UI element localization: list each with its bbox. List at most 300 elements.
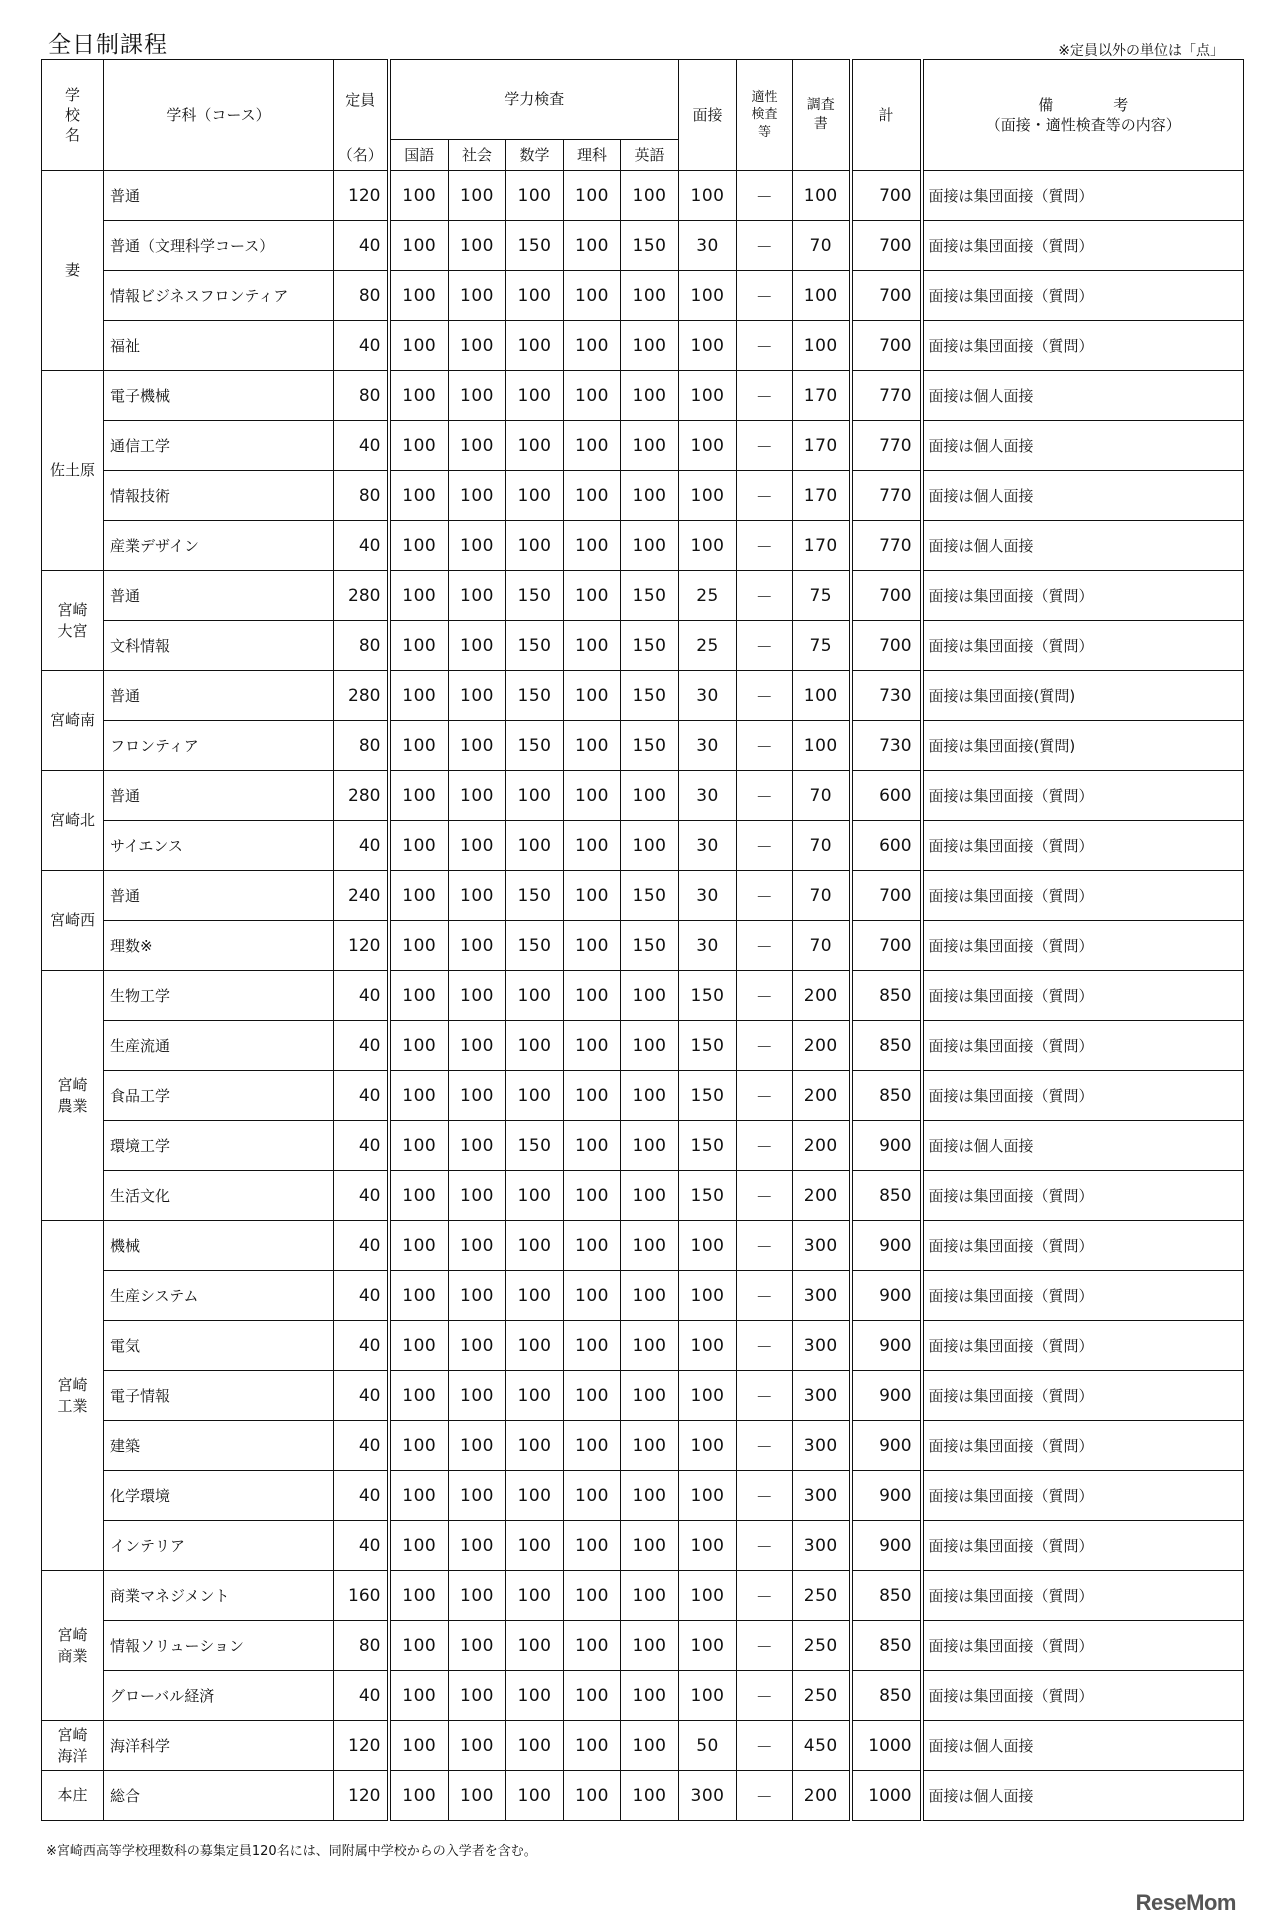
rika-cell: 100 <box>564 1621 621 1671</box>
sugaku-cell: 100 <box>506 1071 564 1121</box>
table-row <box>42 1071 1244 1121</box>
report-cell: 450 <box>793 1721 851 1771</box>
remark-cell: 面接は個人面接 <box>922 1721 1244 1771</box>
sugaku-cell: 100 <box>506 271 564 321</box>
report-cell: 70 <box>793 871 851 921</box>
sugaku-cell: 150 <box>506 1121 564 1171</box>
aptitude-cell: － <box>737 221 793 271</box>
capacity-cell: 40 <box>334 1271 389 1321</box>
department-cell: 情報ソリューション <box>104 1621 334 1671</box>
report-cell: 170 <box>793 521 851 571</box>
kokugo-cell: 100 <box>389 521 449 571</box>
report-cell: 70 <box>793 221 851 271</box>
department-cell: 電気 <box>104 1321 334 1371</box>
rika-cell: 100 <box>564 1421 621 1471</box>
report-cell: 200 <box>793 1771 851 1821</box>
shakai-cell: 100 <box>449 1771 506 1821</box>
school-name-cell: 宮崎 商業 <box>42 1571 104 1721</box>
sugaku-cell: 150 <box>506 871 564 921</box>
interview-cell: 100 <box>679 171 737 221</box>
interview-cell: 100 <box>679 1321 737 1371</box>
rika-cell: 100 <box>564 321 621 371</box>
interview-cell: 100 <box>679 1521 737 1571</box>
sugaku-cell: 100 <box>506 1421 564 1471</box>
eigo-cell: 100 <box>621 1721 679 1771</box>
table-row <box>42 1171 1244 1221</box>
capacity-cell: 280 <box>334 671 389 721</box>
shakai-cell: 100 <box>449 1521 506 1571</box>
shakai-cell: 100 <box>449 221 506 271</box>
eigo-cell: 100 <box>621 1421 679 1471</box>
remark-cell: 面接は集団面接（質問） <box>922 1421 1244 1471</box>
capacity-cell: 40 <box>334 1121 389 1171</box>
eigo-cell: 150 <box>621 921 679 971</box>
page-title: 全日制課程 <box>48 32 168 58</box>
capacity-cell: 40 <box>334 521 389 571</box>
capacity-cell: 40 <box>334 1521 389 1571</box>
total-cell: 1000 <box>851 1771 922 1821</box>
interview-cell: 100 <box>679 371 737 421</box>
remark-cell: 面接は集団面接（質問） <box>922 1671 1244 1721</box>
table-row <box>42 521 1244 571</box>
department-cell: 情報ビジネスフロンティア <box>104 271 334 321</box>
report-cell: 200 <box>793 1171 851 1221</box>
total-cell: 900 <box>851 1371 922 1421</box>
total-cell: 730 <box>851 671 922 721</box>
interview-cell: 150 <box>679 1121 737 1171</box>
aptitude-cell: － <box>737 971 793 1021</box>
resemom-logo: ReseMom <box>1135 1890 1236 1915</box>
department-cell: サイエンス <box>104 821 334 871</box>
report-cell: 300 <box>793 1221 851 1271</box>
shakai-cell: 100 <box>449 271 506 321</box>
total-cell: 850 <box>851 1071 922 1121</box>
rika-cell: 100 <box>564 571 621 621</box>
report-cell: 100 <box>793 171 851 221</box>
eigo-cell: 100 <box>621 1471 679 1521</box>
kokugo-cell: 100 <box>389 1021 449 1071</box>
interview-cell: 100 <box>679 1671 737 1721</box>
remark-cell: 面接は集団面接（質問） <box>922 1271 1244 1321</box>
eigo-cell: 100 <box>621 471 679 521</box>
kokugo-cell: 100 <box>389 321 449 371</box>
total-cell: 900 <box>851 1121 922 1171</box>
report-cell: 250 <box>793 1621 851 1671</box>
school-name-cell: 本庄 <box>42 1771 104 1821</box>
total-cell: 900 <box>851 1421 922 1471</box>
shakai-cell: 100 <box>449 371 506 421</box>
eigo-cell: 100 <box>621 171 679 221</box>
report-cell: 100 <box>793 271 851 321</box>
report-cell: 300 <box>793 1471 851 1521</box>
total-cell: 900 <box>851 1221 922 1271</box>
capacity-cell: 40 <box>334 1471 389 1521</box>
eigo-cell: 150 <box>621 621 679 671</box>
capacity-cell: 40 <box>334 1321 389 1371</box>
sugaku-cell: 100 <box>506 1321 564 1371</box>
report-cell: 75 <box>793 621 851 671</box>
table-row <box>42 371 1244 421</box>
interview-cell: 100 <box>679 1571 737 1621</box>
department-cell: 総合 <box>104 1771 334 1821</box>
shakai-cell: 100 <box>449 521 506 571</box>
sugaku-cell: 100 <box>506 1371 564 1421</box>
interview-cell: 25 <box>679 571 737 621</box>
report-cell: 70 <box>793 921 851 971</box>
total-cell: 900 <box>851 1471 922 1521</box>
header-subject-rika: 理科 <box>564 140 621 171</box>
unit-note: ※定員以外の単位は「点」 <box>1058 43 1224 59</box>
school-name-cell: 宮崎北 <box>42 771 104 871</box>
report-cell: 300 <box>793 1371 851 1421</box>
sugaku-cell: 100 <box>506 521 564 571</box>
report-cell: 70 <box>793 771 851 821</box>
eigo-cell: 100 <box>621 1271 679 1321</box>
kokugo-cell: 100 <box>389 921 449 971</box>
interview-cell: 100 <box>679 1421 737 1471</box>
aptitude-cell: － <box>737 1521 793 1571</box>
interview-cell: 30 <box>679 221 737 271</box>
eigo-cell: 100 <box>621 771 679 821</box>
capacity-cell: 280 <box>334 571 389 621</box>
total-cell: 850 <box>851 971 922 1021</box>
shakai-cell: 100 <box>449 1071 506 1121</box>
department-cell: 文科情報 <box>104 621 334 671</box>
department-cell: 産業デザイン <box>104 521 334 571</box>
aptitude-cell: － <box>737 471 793 521</box>
aptitude-cell: － <box>737 921 793 971</box>
header-report: 調査 書 <box>793 60 851 171</box>
kokugo-cell: 100 <box>389 1321 449 1371</box>
eigo-cell: 100 <box>621 521 679 571</box>
kokugo-cell: 100 <box>389 871 449 921</box>
eigo-cell: 100 <box>621 821 679 871</box>
aptitude-cell: － <box>737 1071 793 1121</box>
capacity-cell: 40 <box>334 1371 389 1421</box>
aptitude-cell: － <box>737 721 793 771</box>
department-cell: 生産システム <box>104 1271 334 1321</box>
remark-cell: 面接は個人面接 <box>922 371 1244 421</box>
capacity-cell: 40 <box>334 221 389 271</box>
sugaku-cell: 100 <box>506 1671 564 1721</box>
capacity-cell: 80 <box>334 1621 389 1671</box>
eigo-cell: 100 <box>621 1621 679 1671</box>
table-row <box>42 471 1244 521</box>
capacity-cell: 40 <box>334 821 389 871</box>
department-cell: 普通 <box>104 771 334 821</box>
school-name-cell: 妻 <box>42 171 104 371</box>
interview-cell: 30 <box>679 671 737 721</box>
sugaku-cell: 100 <box>506 171 564 221</box>
table-row <box>42 921 1244 971</box>
rika-cell: 100 <box>564 271 621 321</box>
capacity-cell: 120 <box>334 921 389 971</box>
eigo-cell: 100 <box>621 1121 679 1171</box>
header-interview: 面接 <box>679 60 737 171</box>
aptitude-cell: － <box>737 571 793 621</box>
school-name-cell: 宮崎 大宮 <box>42 571 104 671</box>
eigo-cell: 100 <box>621 1371 679 1421</box>
department-cell: 普通 <box>104 871 334 921</box>
department-cell: 海洋科学 <box>104 1721 334 1771</box>
department-cell: 機械 <box>104 1221 334 1271</box>
aptitude-cell: － <box>737 1021 793 1071</box>
rika-cell: 100 <box>564 1071 621 1121</box>
total-cell: 850 <box>851 1671 922 1721</box>
school-name-cell: 宮崎 海洋 <box>42 1721 104 1771</box>
remark-cell: 面接は個人面接 <box>922 521 1244 571</box>
department-cell: 理数※ <box>104 921 334 971</box>
report-cell: 100 <box>793 671 851 721</box>
kokugo-cell: 100 <box>389 371 449 421</box>
sugaku-cell: 100 <box>506 1021 564 1071</box>
shakai-cell: 100 <box>449 321 506 371</box>
aptitude-cell: － <box>737 1721 793 1771</box>
department-cell: 普通 <box>104 171 334 221</box>
total-cell: 700 <box>851 271 922 321</box>
capacity-cell: 80 <box>334 621 389 671</box>
rika-cell: 100 <box>564 1371 621 1421</box>
eigo-cell: 100 <box>621 1771 679 1821</box>
kokugo-cell: 100 <box>389 721 449 771</box>
table-row <box>42 221 1244 271</box>
aptitude-cell: － <box>737 271 793 321</box>
table-row <box>42 1721 1244 1771</box>
capacity-cell: 80 <box>334 371 389 421</box>
table-row <box>42 671 1244 721</box>
department-cell: 建築 <box>104 1421 334 1471</box>
rika-cell: 100 <box>564 921 621 971</box>
rika-cell: 100 <box>564 171 621 221</box>
kokugo-cell: 100 <box>389 1121 449 1171</box>
table-row <box>42 1771 1244 1821</box>
aptitude-cell: － <box>737 1471 793 1521</box>
eigo-cell: 100 <box>621 1521 679 1571</box>
kokugo-cell: 100 <box>389 1721 449 1771</box>
sugaku-cell: 100 <box>506 1471 564 1521</box>
sugaku-cell: 100 <box>506 821 564 871</box>
remark-cell: 面接は集団面接（質問） <box>922 271 1244 321</box>
table-row <box>42 321 1244 371</box>
remark-cell: 面接は集団面接（質問） <box>922 921 1244 971</box>
remark-cell: 面接は集団面接（質問） <box>922 1321 1244 1371</box>
eigo-cell: 100 <box>621 1571 679 1621</box>
remark-cell: 面接は集団面接（質問） <box>922 1621 1244 1671</box>
admission-score-table <box>41 59 1244 1821</box>
table-row <box>42 1271 1244 1321</box>
department-cell: 福祉 <box>104 321 334 371</box>
shakai-cell: 100 <box>449 871 506 921</box>
aptitude-cell: － <box>737 321 793 371</box>
aptitude-cell: － <box>737 1621 793 1671</box>
eigo-cell: 100 <box>621 1171 679 1221</box>
total-cell: 850 <box>851 1171 922 1221</box>
header-subject-shakai: 社会 <box>449 140 506 171</box>
interview-cell: 30 <box>679 771 737 821</box>
eigo-cell: 150 <box>621 571 679 621</box>
rika-cell: 100 <box>564 1471 621 1521</box>
aptitude-cell: － <box>737 821 793 871</box>
shakai-cell: 100 <box>449 971 506 1021</box>
department-cell: 商業マネジメント <box>104 1571 334 1621</box>
school-name-cell: 宮崎 農業 <box>42 971 104 1221</box>
table-row <box>42 171 1244 221</box>
remark-cell: 面接は集団面接（質問） <box>922 1471 1244 1521</box>
report-cell: 100 <box>793 721 851 771</box>
total-cell: 770 <box>851 371 922 421</box>
capacity-cell: 40 <box>334 1421 389 1471</box>
interview-cell: 150 <box>679 1021 737 1071</box>
department-cell: グローバル経済 <box>104 1671 334 1721</box>
remark-cell: 面接は集団面接（質問） <box>922 1171 1244 1221</box>
sugaku-cell: 100 <box>506 471 564 521</box>
shakai-cell: 100 <box>449 1471 506 1521</box>
total-cell: 600 <box>851 771 922 821</box>
report-cell: 170 <box>793 421 851 471</box>
interview-cell: 100 <box>679 1471 737 1521</box>
table-row <box>42 1621 1244 1671</box>
total-cell: 900 <box>851 1321 922 1371</box>
header-subject-kokugo: 国語 <box>389 140 449 171</box>
interview-cell: 25 <box>679 621 737 671</box>
shakai-cell: 100 <box>449 421 506 471</box>
sugaku-cell: 150 <box>506 921 564 971</box>
remark-cell: 面接は集団面接（質問） <box>922 221 1244 271</box>
total-cell: 700 <box>851 571 922 621</box>
total-cell: 700 <box>851 621 922 671</box>
total-cell: 850 <box>851 1021 922 1071</box>
interview-cell: 100 <box>679 321 737 371</box>
capacity-cell: 40 <box>334 1221 389 1271</box>
sugaku-cell: 150 <box>506 671 564 721</box>
sugaku-cell: 150 <box>506 571 564 621</box>
table-row <box>42 971 1244 1021</box>
shakai-cell: 100 <box>449 621 506 671</box>
header-department: 学科（コース） <box>104 60 334 171</box>
kokugo-cell: 100 <box>389 1271 449 1321</box>
department-cell: 普通（文理科学コース） <box>104 221 334 271</box>
aptitude-cell: － <box>737 371 793 421</box>
rika-cell: 100 <box>564 1771 621 1821</box>
kokugo-cell: 100 <box>389 1171 449 1221</box>
capacity-cell: 80 <box>334 271 389 321</box>
kokugo-cell: 100 <box>389 771 449 821</box>
interview-cell: 150 <box>679 1071 737 1121</box>
kokugo-cell: 100 <box>389 971 449 1021</box>
sugaku-cell: 100 <box>506 1521 564 1571</box>
remark-cell: 面接は集団面接（質問） <box>922 321 1244 371</box>
remark-cell: 面接は集団面接（質問） <box>922 871 1244 921</box>
capacity-cell: 40 <box>334 971 389 1021</box>
department-cell: 生活文化 <box>104 1171 334 1221</box>
sugaku-cell: 100 <box>506 321 564 371</box>
shakai-cell: 100 <box>449 721 506 771</box>
remark-cell: 面接は集団面接（質問） <box>922 1571 1244 1621</box>
total-cell: 900 <box>851 1521 922 1571</box>
remark-cell: 面接は集団面接（質問） <box>922 1371 1244 1421</box>
interview-cell: 30 <box>679 821 737 871</box>
report-cell: 75 <box>793 571 851 621</box>
total-cell: 850 <box>851 1621 922 1671</box>
table-row <box>42 1571 1244 1621</box>
department-cell: 普通 <box>104 571 334 621</box>
department-cell: 生物工学 <box>104 971 334 1021</box>
remark-cell: 面接は個人面接 <box>922 471 1244 521</box>
total-cell: 700 <box>851 171 922 221</box>
rika-cell: 100 <box>564 421 621 471</box>
eigo-cell: 100 <box>621 1321 679 1371</box>
shakai-cell: 100 <box>449 1621 506 1671</box>
rika-cell: 100 <box>564 221 621 271</box>
aptitude-cell: － <box>737 671 793 721</box>
eigo-cell: 100 <box>621 1021 679 1071</box>
kokugo-cell: 100 <box>389 821 449 871</box>
interview-cell: 150 <box>679 971 737 1021</box>
eigo-cell: 150 <box>621 221 679 271</box>
kokugo-cell: 100 <box>389 1371 449 1421</box>
sugaku-cell: 150 <box>506 721 564 771</box>
kokugo-cell: 100 <box>389 1221 449 1271</box>
report-cell: 170 <box>793 371 851 421</box>
report-cell: 300 <box>793 1321 851 1371</box>
remark-cell: 面接は集団面接（質問） <box>922 971 1244 1021</box>
total-cell: 600 <box>851 821 922 871</box>
kokugo-cell: 100 <box>389 1571 449 1621</box>
report-cell: 200 <box>793 1121 851 1171</box>
interview-cell: 30 <box>679 871 737 921</box>
department-cell: 化学環境 <box>104 1471 334 1521</box>
total-cell: 770 <box>851 521 922 571</box>
kokugo-cell: 100 <box>389 1421 449 1471</box>
header-aptitude: 適性 検査 等 <box>737 60 793 171</box>
table-row <box>42 1671 1244 1721</box>
remark-cell: 面接は個人面接 <box>922 421 1244 471</box>
aptitude-cell: － <box>737 521 793 571</box>
shakai-cell: 100 <box>449 571 506 621</box>
table-row <box>42 871 1244 921</box>
table-row <box>42 821 1244 871</box>
table-row <box>42 1121 1244 1171</box>
kokugo-cell: 100 <box>389 221 449 271</box>
school-name-cell: 佐土原 <box>42 371 104 571</box>
remark-cell: 面接は集団面接（質問） <box>922 1021 1244 1071</box>
shakai-cell: 100 <box>449 171 506 221</box>
eigo-cell: 100 <box>621 1221 679 1271</box>
table-row <box>42 1421 1244 1471</box>
rika-cell: 100 <box>564 1721 621 1771</box>
total-cell: 700 <box>851 321 922 371</box>
aptitude-cell: － <box>737 1171 793 1221</box>
aptitude-cell: － <box>737 771 793 821</box>
rika-cell: 100 <box>564 1321 621 1371</box>
department-cell: インテリア <box>104 1521 334 1571</box>
capacity-cell: 40 <box>334 421 389 471</box>
remark-cell: 面接は集団面接（質問） <box>922 1071 1244 1121</box>
eigo-cell: 100 <box>621 321 679 371</box>
rika-cell: 100 <box>564 621 621 671</box>
sugaku-cell: 100 <box>506 1621 564 1671</box>
kokugo-cell: 100 <box>389 271 449 321</box>
shakai-cell: 100 <box>449 1421 506 1471</box>
capacity-cell: 40 <box>334 1171 389 1221</box>
interview-cell: 100 <box>679 271 737 321</box>
kokugo-cell: 100 <box>389 571 449 621</box>
report-cell: 200 <box>793 1021 851 1071</box>
interview-cell: 100 <box>679 421 737 471</box>
eigo-cell: 150 <box>621 721 679 771</box>
capacity-cell: 80 <box>334 721 389 771</box>
report-cell: 250 <box>793 1571 851 1621</box>
